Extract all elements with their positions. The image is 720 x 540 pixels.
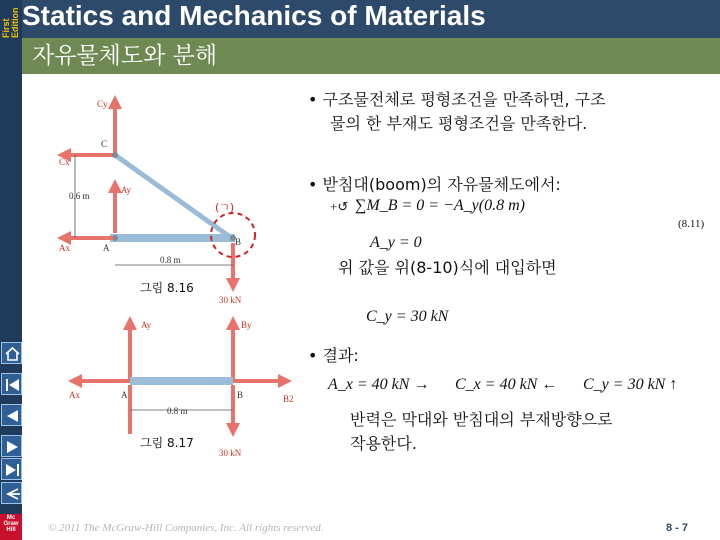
- joint-c: [112, 152, 118, 158]
- edition-first: First: [1, 18, 11, 38]
- label-cx: Cx: [59, 157, 70, 167]
- edition-word: Edition: [10, 7, 20, 38]
- bullet-3: • 결과:: [308, 346, 359, 365]
- logo-line1: Mc: [6, 515, 16, 521]
- by-arrowhead: [226, 316, 240, 330]
- load-arrowhead-2: [226, 423, 240, 437]
- label-ax-2: Ax: [69, 390, 80, 400]
- label-load-2: 30 kN: [219, 448, 242, 458]
- copyright-footer: © 2011 The McGraw-Hill Companies, Inc. All rights reserved.: [48, 522, 324, 534]
- next-page-icon: [4, 438, 21, 455]
- label-ax: Ax: [59, 243, 70, 253]
- cy-result: C_y = 30 kN ↑: [583, 376, 678, 393]
- edition-label: [0, 0, 22, 40]
- label-b2: B2: [283, 394, 294, 404]
- label-b: B: [235, 237, 242, 247]
- cy-equation: C_y = 30 kN: [366, 308, 449, 325]
- moment-equation: ∑M_B = 0 = −A_y(0.8 m): [355, 197, 525, 214]
- moment-prefix: +↺: [330, 199, 349, 214]
- jump-back-button[interactable]: [1, 482, 22, 504]
- last-page-icon: [4, 461, 21, 478]
- page-number: 8 - 7: [666, 522, 689, 534]
- ax-result: A_x = 40 kN →: [328, 376, 430, 393]
- ay-zero-equation: A_y = 0: [370, 234, 422, 251]
- label-ay: Ay: [121, 185, 132, 195]
- figure-8-16: [55, 85, 295, 305]
- load-arrowhead: [226, 278, 240, 292]
- figure-8-16-caption: 그림 8.16: [140, 281, 194, 295]
- conclusion-line1: 반력은 막대와 받침대의 부재방향으로: [350, 410, 613, 429]
- figure-8-17-caption: 그림 8.17: [140, 436, 194, 450]
- next-page-button[interactable]: [1, 435, 22, 457]
- logo-line2: Graw: [3, 521, 19, 527]
- first-page-button[interactable]: [1, 373, 22, 395]
- jump-back-icon: [4, 485, 21, 502]
- label-width-2: 0.8 m: [167, 406, 188, 416]
- substitute-text: 위 값을 위(8-10)식에 대입하면: [338, 258, 557, 277]
- subtitle-bar: [22, 38, 720, 74]
- cx-result: C_x = 40 kN ←: [455, 376, 558, 393]
- marker-label: (ㄱ): [215, 201, 235, 214]
- equation-number: (8.11): [678, 218, 705, 230]
- home-icon: [4, 345, 21, 362]
- b2-arrowhead: [278, 374, 292, 388]
- label-ay-2: Ay: [141, 320, 152, 330]
- member-ab-2: [130, 377, 233, 385]
- bullet-1-line2: 물의 한 부재도 평형조건을 만족한다.: [330, 114, 588, 133]
- bullet-2: • 받침대(boom)의 자유물체도에서:: [308, 175, 561, 194]
- ay-arrowhead: [108, 179, 122, 193]
- ay-arrowhead-2: [123, 316, 137, 330]
- label-by: By: [241, 320, 252, 330]
- conclusion-line2: 작용한다.: [350, 434, 417, 453]
- main-title: Statics and Mechanics of Materials: [22, 0, 486, 31]
- label-b-2: B: [237, 390, 244, 400]
- ax-arrowhead-2: [68, 374, 82, 388]
- label-a-2: A: [121, 390, 128, 400]
- home-button[interactable]: [1, 342, 22, 364]
- slide-title: 자유물체도와 분해: [32, 43, 218, 69]
- member-ab: [110, 234, 235, 242]
- label-width: 0.8 m: [160, 255, 181, 265]
- title-bar: [22, 0, 720, 38]
- label-cy: Cy: [97, 99, 108, 109]
- previous-page-icon: [4, 407, 21, 424]
- bullet-1-line1: • 구조물전체로 평형조건을 만족하면, 구조: [308, 90, 606, 109]
- mcgraw-hill-logo: [0, 514, 22, 540]
- cy-arrowhead: [108, 95, 122, 109]
- logo-line3: Hill: [6, 527, 16, 533]
- member-cb: [115, 155, 233, 239]
- last-page-button[interactable]: [1, 458, 22, 480]
- label-a: A: [103, 243, 110, 253]
- first-page-icon: [4, 376, 21, 393]
- previous-page-button[interactable]: [1, 404, 22, 426]
- label-height: 0.6 m: [69, 191, 90, 201]
- label-c: C: [101, 139, 108, 149]
- label-load: 30 kN: [219, 295, 242, 305]
